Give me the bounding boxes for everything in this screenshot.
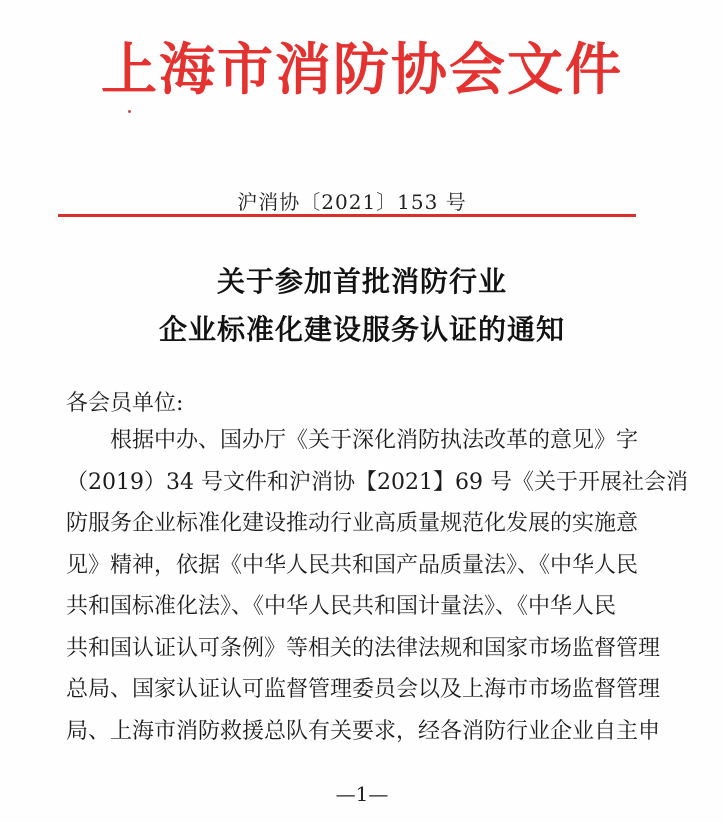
body-line: 总局、国家认证认可监督管理委员会以及上海市市场监督管理 [66,677,661,702]
body-paragraph [66,420,688,752]
body-line: 见》精神，依据《中华人民共和国产品质量法》、《中华人民 [66,552,639,578]
body-line: 局、上海市消防救援总队有关要求，经各消防行业企业自主申 [66,718,661,744]
salutation: 各会员单位: [66,391,184,416]
document-number: 沪消协〔2021〕153 号 [237,190,467,214]
red-divider-line [58,214,636,217]
body-line: 防服务企业标准化建设推动行业高质量规范化发展的实施意 [66,511,639,536]
masthead-title: 上海市消防协会文件 [101,37,623,103]
notice-title-line-1: 关于参加首批消防行业 [216,265,507,298]
notice-title-line-2: 企业标准化建设服务认证的通知 [158,313,565,346]
body-line: 共和国认证认可条例》等相关的法律法规和国家市场监督管理 [66,635,661,661]
body-line: 根据中办、国办厅《关于深化消防执法改革的意见》字 [110,428,639,453]
body-line: （2019）34 号文件和沪消协【2021】69 号《关于开展社会消 [66,469,688,495]
body-line: 共和国标准化法》、《中华人民共和国计量法》、《中华人民 [66,594,617,619]
notice-title [0,258,724,354]
binding-mark [128,110,131,113]
page-number: —1— [335,782,389,806]
